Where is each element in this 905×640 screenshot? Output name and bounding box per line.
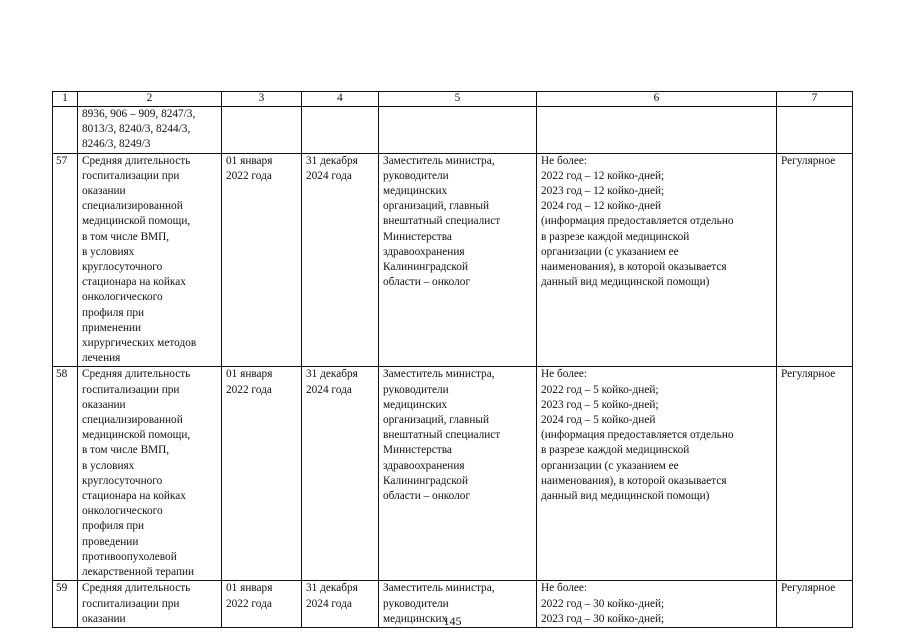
column-header: 4 [302, 92, 379, 107]
responsible-cell [379, 153, 537, 367]
indicator-cell [78, 367, 222, 581]
column-header: 6 [537, 92, 777, 107]
table-header-row [53, 92, 853, 107]
frequency-cell [777, 107, 853, 154]
indicator-text: 8936, 906 – 909, 8247/3, 8013/3, 8240/3, 8244/3, 8246/3, 8249/3 [82, 108, 196, 151]
target-cell [537, 153, 777, 367]
column-header: 5 [379, 92, 537, 107]
column-header: 7 [777, 92, 853, 107]
target-cell [537, 107, 777, 154]
indicator-cell [78, 107, 222, 154]
start-cell [222, 107, 302, 154]
responsible-cell [379, 367, 537, 581]
table-row [53, 153, 853, 367]
responsible-text: Заместитель министра, руководители медицинских [383, 582, 495, 625]
start-date: 01 января 2022 года [226, 368, 273, 396]
num-cell [53, 107, 78, 154]
end-date: 31 декабря 2024 года [306, 582, 358, 610]
start-cell [222, 367, 302, 581]
column-header: 2 [78, 92, 222, 107]
end-cell [302, 153, 379, 367]
end-cell [302, 107, 379, 154]
target-cell [537, 367, 777, 581]
page-number: 145 [443, 614, 462, 628]
responsible-cell [379, 107, 537, 154]
frequency-cell: Регулярное [777, 581, 853, 628]
document-table [52, 91, 853, 628]
num-cell: 57 [53, 153, 78, 367]
responsible-text: Заместитель министра, руководители медицинских организаций, главный внештатный специалист Министерства здравоохранения Калининградской области – онколог [383, 154, 501, 289]
target-text: Не более: 2022 год – 12 койко-дней; 2023 год – 12 койко-дней; 2024 год – 12 койко-дней (информация предоставляется отдельно в разрезе каждой медицинской организации (с указанием ее наименования), в которой оказывается данный вид медицинской помощи) [541, 154, 734, 289]
frequency-cell: Регулярное [777, 153, 853, 367]
indicator-text: Средняя длительность госпитализации при оказании [82, 582, 191, 625]
frequency-cell: Регулярное [777, 367, 853, 581]
num-cell: 59 [53, 581, 78, 628]
target-text: Не более: 2022 год – 30 койко-дней; 2023 год – 30 койко-дней; [541, 582, 665, 625]
start-date: 01 января 2022 года [226, 582, 273, 610]
end-date: 31 декабря 2024 года [306, 368, 358, 396]
table-row-continuation [53, 107, 853, 154]
indicator-text: Средняя длительность госпитализации при оказании специализированной медицинской помощи, в том числе ВМП, в условиях круглосуточного стационара на койках онкологического профиля при проведении противоопухолевой лекарственной терапии [82, 368, 195, 579]
indicator-cell [78, 153, 222, 367]
indicator-text: Средняя длительность госпитализации при оказании специализированной медицинской помощи, в том числе ВМП, в условиях круглосуточного стационара на койках онкологического профиля при применении хирургических методов лечения [82, 154, 197, 365]
column-header: 3 [222, 92, 302, 107]
end-date: 31 декабря 2024 года [306, 154, 358, 182]
target-text: Не более: 2022 год – 5 койко-дней; 2023 год – 5 койко-дней; 2024 год – 5 койко-дней (информация предоставляется отдельно в разрезе каждой медицинской организации (с указанием ее наименования), в которой оказывается данный вид медицинской помощи) [541, 368, 734, 503]
end-cell [302, 367, 379, 581]
start-cell [222, 153, 302, 367]
column-header: 1 [53, 92, 78, 107]
start-date: 01 января 2022 года [226, 154, 273, 182]
table-row [53, 367, 853, 581]
responsible-text: Заместитель министра, руководители медицинских организаций, главный внештатный специалист Министерства здравоохранения Калининградской области – онколог [383, 368, 501, 503]
num-cell: 58 [53, 367, 78, 581]
